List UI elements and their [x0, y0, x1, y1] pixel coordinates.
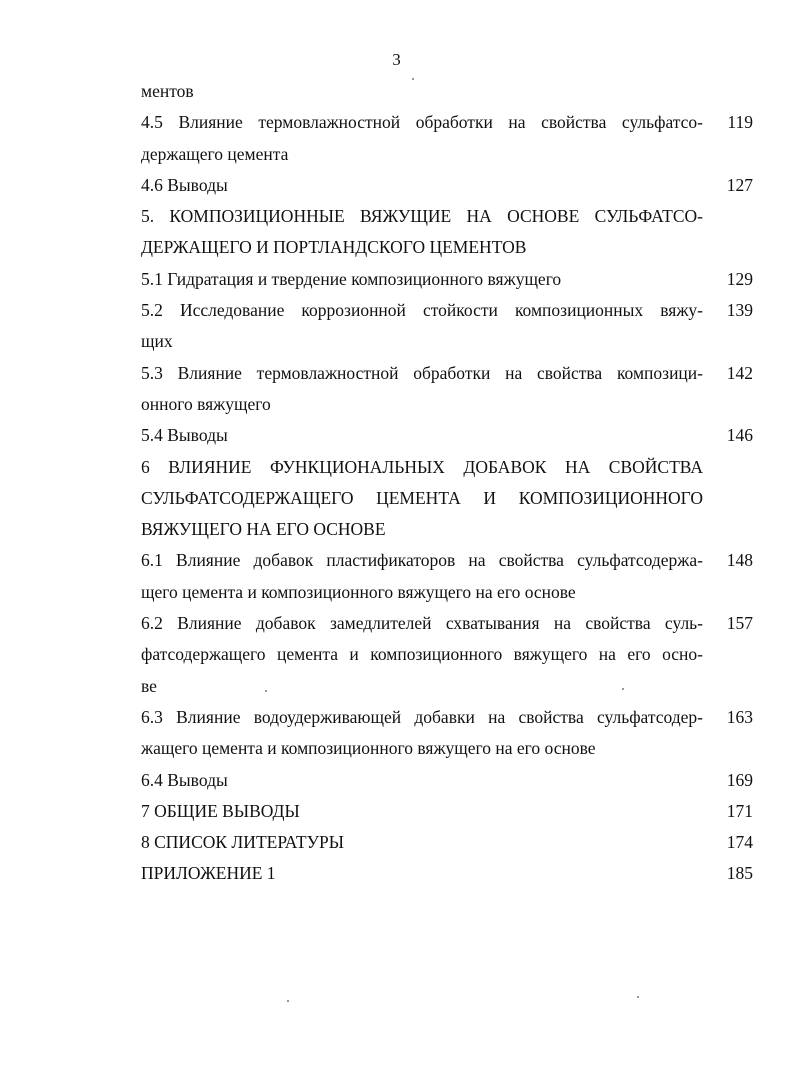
toc-entry-line: 4.5 Влияние термовлажностной обработки на свойства сульфатсо- [141, 112, 703, 133]
toc-entry-page: 119 [727, 112, 753, 133]
toc-entry-line: ДЕРЖАЩЕГО И ПОРТЛАНДСКОГО ЦЕМЕНТОВ [141, 237, 527, 258]
toc-entry-line: 5. КОМПОЗИЦИОННЫЕ ВЯЖУЩИЕ НА ОСНОВЕ СУЛЬФАТСО- [141, 206, 703, 227]
table-of-contents [141, 76, 753, 890]
toc-entry-page: 139 [726, 300, 753, 321]
scan-speck [265, 690, 267, 692]
toc-entry-title [141, 358, 703, 421]
toc-entry-page: 146 [726, 425, 753, 446]
toc-entry-line: ВЯЖУЩЕГО НА ЕГО ОСНОВЕ [141, 519, 386, 540]
toc-entry-title [141, 608, 703, 702]
toc-entry-line: щих [141, 331, 173, 352]
toc-entry-page: 185 [726, 863, 753, 884]
toc-entry-title [141, 76, 703, 107]
scan-speck [637, 996, 639, 998]
toc-entry [141, 858, 753, 889]
toc-entry-line: 6.2 Влияние добавок замедлителей схватывания на свойства суль- [141, 613, 703, 634]
toc-entry-title [141, 264, 703, 295]
toc-entry [141, 264, 753, 295]
toc-entry [141, 827, 753, 858]
toc-entry-title [141, 201, 703, 264]
toc-entry-line: 7 ОБЩИЕ ВЫВОДЫ [141, 800, 300, 821]
toc-entry-page: 171 [726, 800, 753, 821]
toc-entry-line: 5.4 Выводы [141, 425, 228, 446]
toc-entry-page: 163 [726, 706, 753, 727]
toc-entry-line: 6.1 Влияние добавок пластификаторов на свойства сульфатсодержа- [141, 550, 703, 571]
toc-entry-title [141, 452, 703, 546]
toc-entry [141, 170, 753, 201]
toc-entry [141, 107, 753, 170]
toc-entry-line: 4.6 Выводы [141, 174, 228, 195]
toc-entry-line: ментов [141, 81, 194, 101]
toc-entry-line: 5.3 Влияние термовлажностной обработки на свойства композици- [141, 362, 703, 383]
toc-entry-title [141, 858, 703, 889]
toc-entry-line: держащего цемента [141, 143, 289, 164]
toc-entry-line: 5.2 Исследование коррозионной стойкости композиционных вяжу- [141, 300, 703, 321]
toc-entry [141, 295, 753, 358]
toc-entry-title [141, 420, 703, 451]
toc-entry [141, 608, 753, 702]
scan-speck [622, 688, 624, 690]
toc-entry-title [141, 827, 703, 858]
toc-entry-line: СУЛЬФАТСОДЕРЖАЩЕГО ЦЕМЕНТА И КОМПОЗИЦИОННОГО [141, 487, 703, 508]
toc-entry-line: 6.4 Выводы [141, 769, 228, 790]
toc-entry-line: 5.1 Гидратация и твердение композиционного вяжущего [141, 268, 562, 289]
toc-entry [141, 358, 753, 421]
toc-entry [141, 76, 753, 107]
toc-entry-title [141, 107, 703, 170]
toc-entry-title [141, 545, 703, 608]
toc-entry [141, 452, 753, 546]
toc-entry-page: 174 [726, 832, 753, 853]
scan-speck [412, 78, 414, 80]
toc-entry-line: жащего цемента и композиционного вяжущего на его основе [141, 738, 596, 759]
toc-entry-page: 142 [726, 362, 753, 383]
toc-entry-title [141, 170, 703, 201]
toc-entry-page: 129 [726, 268, 753, 289]
toc-entry [141, 765, 753, 796]
toc-entry-title [141, 796, 703, 827]
toc-entry [141, 201, 753, 264]
toc-entry-title [141, 295, 703, 358]
toc-entry-line: ПРИЛОЖЕНИЕ 1 [141, 863, 276, 884]
toc-entry-line: 6.3 Влияние водоудерживающей добавки на свойства сульфатсодер- [141, 706, 703, 727]
page-number: 3 [392, 50, 401, 69]
toc-entry-line: 8 СПИСОК ЛИТЕРАТУРЫ [141, 832, 344, 853]
toc-entry-line: онного вяжущего [141, 393, 271, 414]
toc-entry [141, 545, 753, 608]
toc-entry-page: 148 [726, 550, 753, 571]
toc-entry-line: 6 ВЛИЯНИЕ ФУНКЦИОНАЛЬНЫХ ДОБАВОК НА СВОЙСТВА [141, 456, 703, 477]
toc-entry-page: 127 [726, 174, 753, 195]
toc-entry-line: ве [141, 675, 157, 696]
toc-entry-page: 169 [726, 769, 753, 790]
toc-entry-title [141, 702, 703, 765]
toc-entry [141, 796, 753, 827]
toc-entry-line: щего цемента и композиционного вяжущего на его основе [141, 581, 576, 602]
toc-entry [141, 420, 753, 451]
scan-speck [287, 1000, 289, 1002]
toc-entry [141, 702, 753, 765]
toc-entry-line: фатсодержащего цемента и композиционного вяжущего на его осно- [141, 644, 703, 665]
toc-entry-title [141, 765, 703, 796]
toc-entry-page: 157 [726, 613, 753, 634]
